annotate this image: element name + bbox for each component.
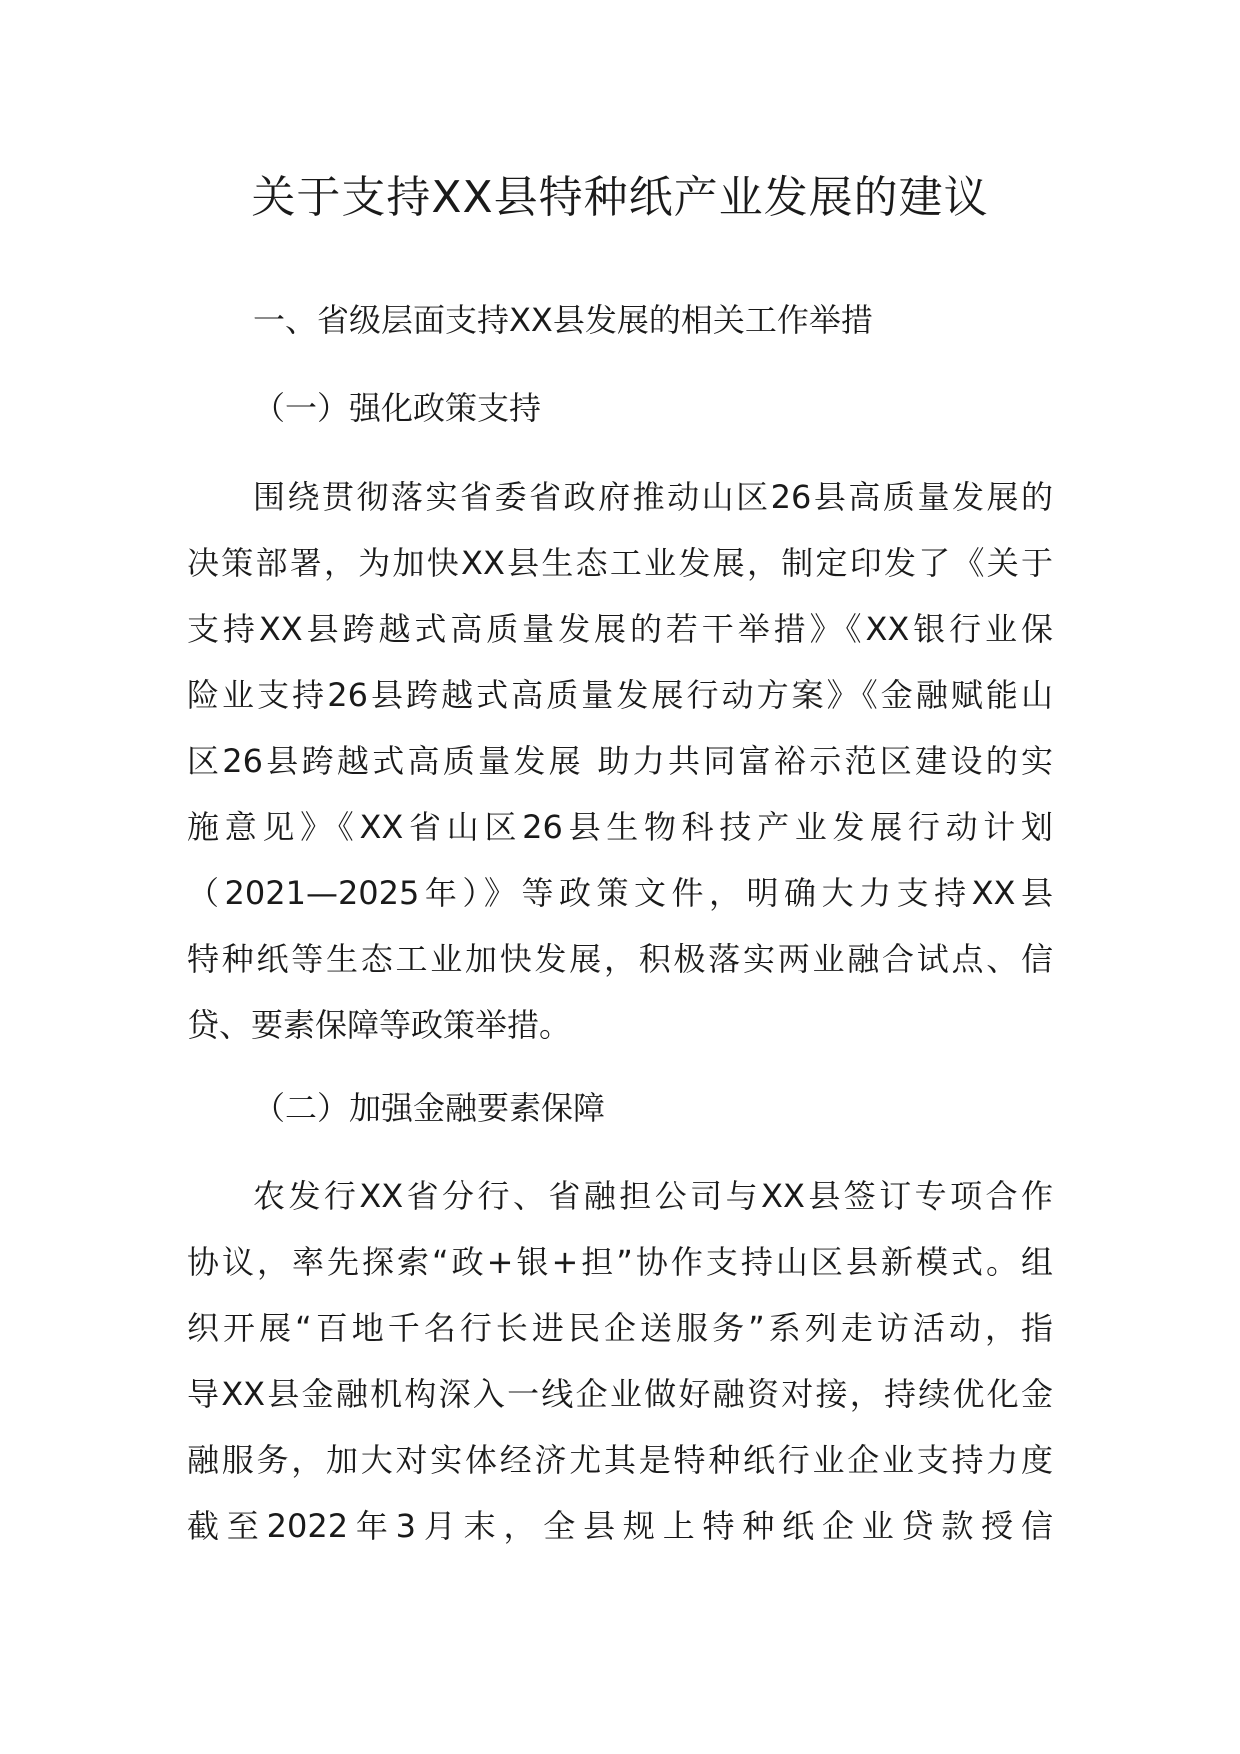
paragraph-line: 特种纸等生态工业加快发展，积极落实两业融合试点、信	[187, 940, 1053, 978]
paragraph-line: （2021—2025年）》等政策文件，明确大力支持XX县	[187, 874, 1053, 912]
paragraph-line: 农发行XX省分行、省融担公司与XX县签订专项合作	[253, 1177, 1053, 1215]
paragraph-line: 协议，率先探索“政+银+担”协作支持山区县新模式。组	[187, 1243, 1053, 1281]
paragraph-line: 支持XX县跨越式高质量发展的若干举措》《XX银行业保	[187, 610, 1053, 648]
document-title: 关于支持XX县特种纸产业发展的建议	[251, 172, 989, 223]
paragraph-line: 围绕贯彻落实省委省政府推动山区26县高质量发展的	[253, 478, 1053, 516]
paragraph-line: 施意见》《XX省山区26县生物科技产业发展行动计划	[187, 808, 1053, 846]
paragraph-line: 决策部署，为加快XX县生态工业发展，制定印发了《关于	[187, 544, 1053, 582]
paragraph-line: 融服务，加大对实体经济尤其是特种纸行业企业支持力度	[187, 1441, 1053, 1479]
paragraph-line: 织开展“百地千名行长进民企送服务”系列走访活动，指	[187, 1309, 1053, 1347]
paragraph-line: 险业支持26县跨越式高质量发展行动方案》《金融赋能山	[187, 676, 1053, 714]
section-heading: 一、省级层面支持XX县发展的相关工作举措	[253, 301, 873, 339]
paragraph-line: 导XX县金融机构深入一线企业做好融资对接，持续优化金	[187, 1375, 1053, 1413]
paragraph-line: 贷、要素保障等政策举措。	[187, 1006, 572, 1044]
subsection-heading-policy: （一）强化政策支持	[253, 389, 542, 427]
subsection-heading-finance: （二）加强金融要素保障	[253, 1089, 606, 1127]
paragraph-line: 区26县跨越式高质量发展 助力共同富裕示范区建设的实	[187, 742, 1053, 780]
paragraph-policy-support	[187, 464, 1053, 1058]
paragraph-finance-support	[187, 1163, 1053, 1559]
paragraph-line: 截至2022年3月末，全县规上特种纸企业贷款授信	[187, 1507, 1053, 1545]
